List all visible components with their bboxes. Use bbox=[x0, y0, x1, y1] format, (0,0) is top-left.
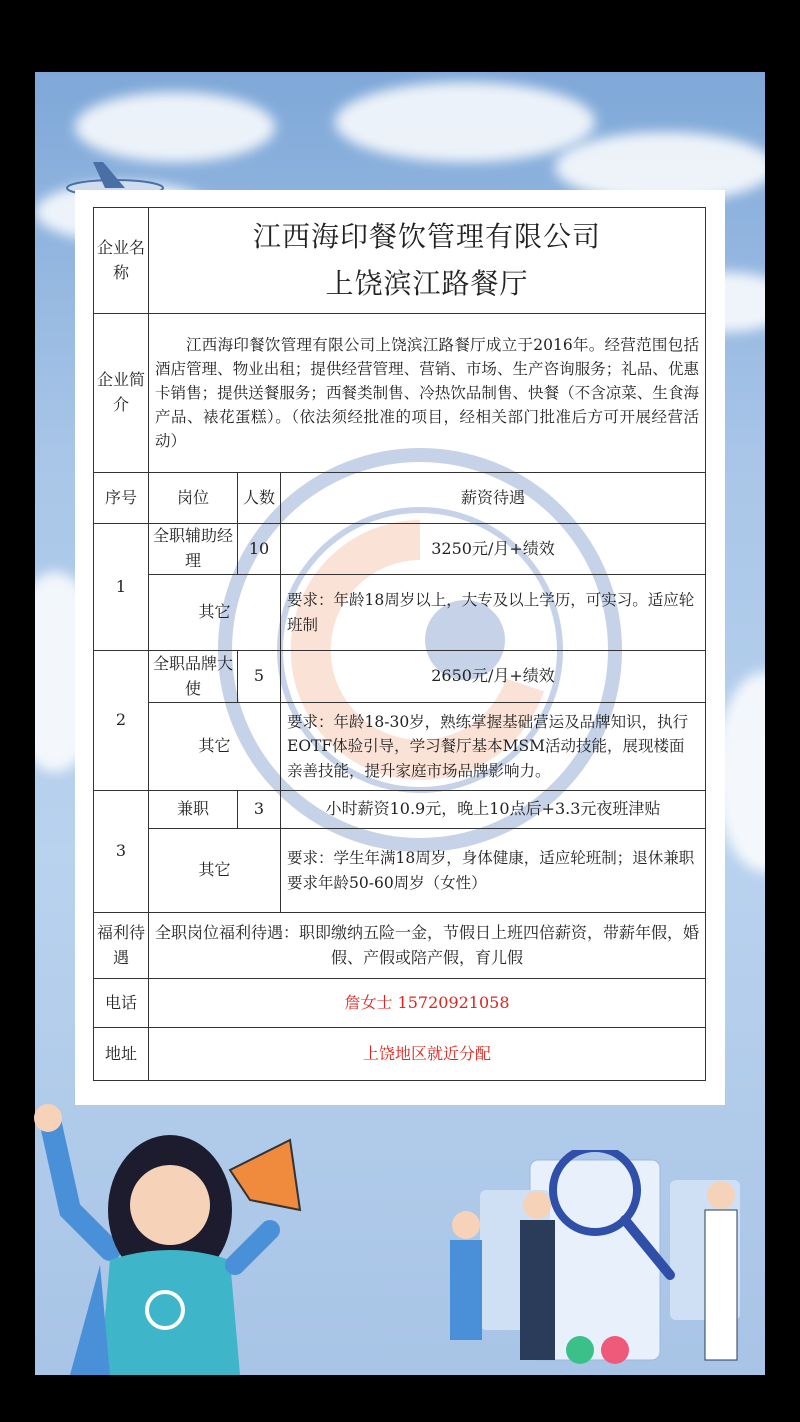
company-label: 企业名称 bbox=[94, 208, 149, 314]
job-count: 10 bbox=[238, 524, 281, 575]
company-name-line1: 江西海印餐饮管理有限公司 bbox=[252, 220, 601, 254]
job-row bbox=[94, 524, 706, 575]
other-label: 其它 bbox=[149, 829, 281, 913]
job-salary: 小时薪资10.9元，晚上10点后+3.3元夜班津贴 bbox=[281, 791, 706, 829]
job-position: 兼职 bbox=[149, 791, 238, 829]
welfare-text: 全职岗位福利待遇：职即缴纳五险一金，节假日上班四倍薪资，带薪年假，婚假、产假或陪产假，育儿假 bbox=[149, 913, 706, 979]
job-no: 3 bbox=[94, 791, 149, 913]
job-count: 3 bbox=[238, 791, 281, 829]
job-requirement: 要求：年龄18-30岁，熟练掌握基础营运及品牌知识，执行EOTF体验引导，学习餐厅基本MSM活动技能，展现楼面亲善技能，提升家庭市场品牌影响力。 bbox=[281, 703, 706, 791]
woman-megaphone-illustration bbox=[30, 1100, 330, 1375]
phone-value: 詹女士 15720921058 bbox=[149, 979, 706, 1028]
job-row bbox=[94, 651, 706, 703]
recruitment-illustration bbox=[420, 1150, 765, 1375]
job-requirement: 要求：年龄18周岁以上，大专及以上学历，可实习。适应轮班制 bbox=[281, 575, 706, 651]
job-salary: 2650元/月+绩效 bbox=[281, 651, 706, 703]
header-salary: 薪资待遇 bbox=[281, 473, 706, 524]
job-count: 5 bbox=[238, 651, 281, 703]
job-requirement-row bbox=[94, 575, 706, 651]
welfare-label: 福利待遇 bbox=[94, 913, 149, 979]
job-position: 全职辅助经理 bbox=[149, 524, 238, 575]
job-position: 全职品牌大使 bbox=[149, 651, 238, 703]
welfare-row bbox=[94, 913, 706, 979]
table-header-row bbox=[94, 473, 706, 524]
intro-label: 企业简介 bbox=[94, 314, 149, 473]
job-no: 2 bbox=[94, 651, 149, 791]
intro-text: 江西海印餐饮管理有限公司上饶滨江路餐厅成立于2016年。经营范围包括酒店管理、物业出租；提供经营管理、营销、市场、生产咨询服务；礼品、优惠卡销售；提供送餐服务；西餐类制售、冷热饮品制售、快餐（不含凉菜、生食海产品、裱花蛋糕）。（依法须经批准的项目，经相关部门批准后方可开展经营活动） bbox=[149, 314, 706, 473]
job-row bbox=[94, 791, 706, 829]
phone-row bbox=[94, 979, 706, 1028]
address-label: 地址 bbox=[94, 1028, 149, 1081]
header-no: 序号 bbox=[94, 473, 149, 524]
job-requirement-row bbox=[94, 703, 706, 791]
company-name-line2: 上饶滨江路餐厅 bbox=[325, 266, 529, 300]
header-count: 人数 bbox=[238, 473, 281, 524]
company-row bbox=[94, 208, 706, 314]
address-value: 上饶地区就近分配 bbox=[149, 1028, 706, 1081]
header-position: 岗位 bbox=[149, 473, 238, 524]
address-row bbox=[94, 1028, 706, 1081]
job-no: 1 bbox=[94, 524, 149, 651]
company-name bbox=[149, 208, 706, 314]
other-label: 其它 bbox=[149, 575, 281, 651]
job-salary: 3250元/月+绩效 bbox=[281, 524, 706, 575]
job-info-table bbox=[93, 207, 706, 1081]
intro-row bbox=[94, 314, 706, 473]
job-requirement-row bbox=[94, 829, 706, 913]
job-requirement: 要求：学生年满18周岁，身体健康，适应轮班制；退休兼职要求年龄50-60周岁（女性） bbox=[281, 829, 706, 913]
other-label: 其它 bbox=[149, 703, 281, 791]
phone-label: 电话 bbox=[94, 979, 149, 1028]
